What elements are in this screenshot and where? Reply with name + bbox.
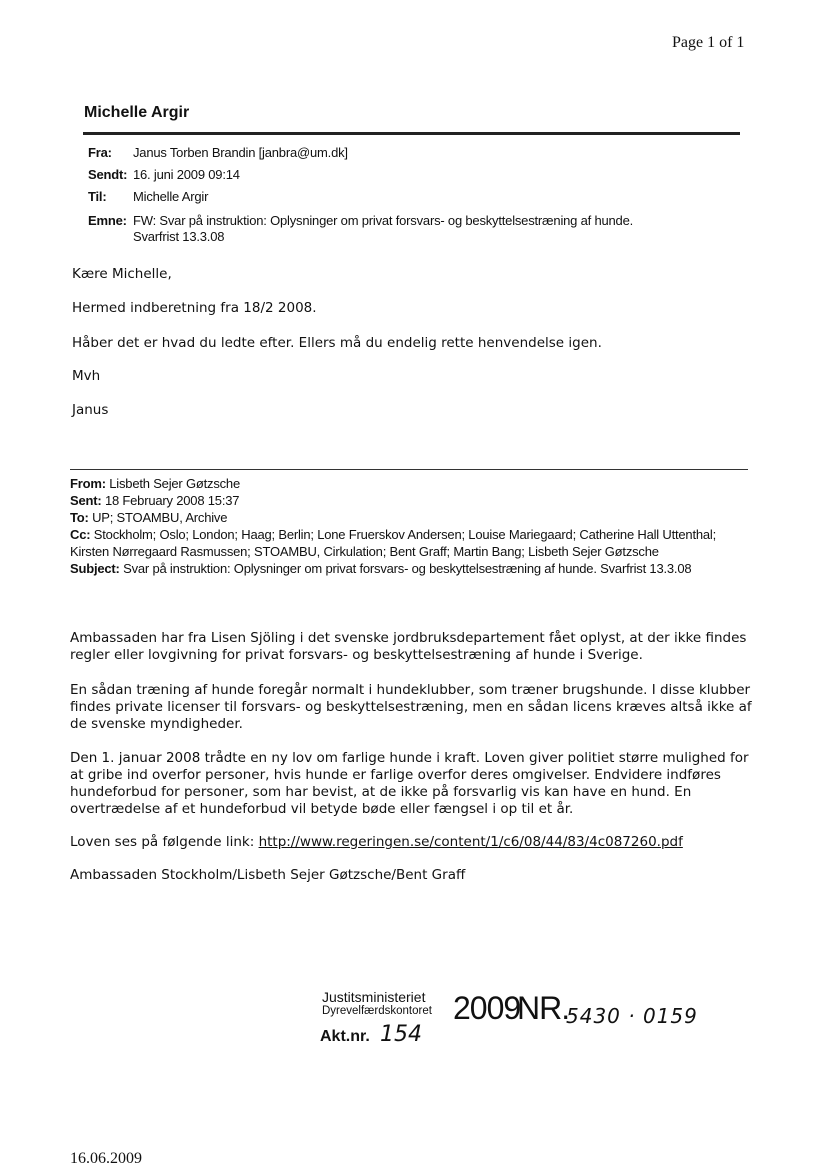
header-divider — [83, 132, 740, 135]
from-label: Fra: — [88, 145, 112, 160]
fwd-sent-value: 18 February 2008 15:37 — [104, 493, 240, 508]
fwd-to-label: To: — [70, 510, 89, 525]
from-value: Janus Torben Brandin [janbra@um.dk] — [133, 145, 348, 160]
signoff: Ambassaden Stockholm/Lisbeth Sejer Gøtzsche/Bent Graff — [70, 867, 466, 883]
stamp-office: Dyrevelfærdskontoret — [322, 1005, 432, 1017]
reply-line-1: Hermed indberetning fra 18/2 2008. — [72, 300, 317, 316]
subject-line-2: Svarfrist 13.3.08 — [133, 229, 225, 244]
reply-line-2: Håber det er hvad du ledte efter. Ellers må du endelig rette henvendelse igen. — [72, 335, 602, 351]
sender-name: Michelle Argir — [84, 104, 190, 121]
to-value: Michelle Argir — [133, 189, 209, 204]
signature: Janus — [72, 402, 109, 418]
fwd-cc-value: Stockholm; Oslo; London; Haag; Berlin; Lone Fruerskov Andersen; Louise Mariegaard; Catherine Hall Uttenthal; Kirsten Nørregaard Rasmussen; STOAMBU, Cirkulation; Bent Graff; Martin Bang; Lisbeth Sejer Gøtzsche — [70, 527, 717, 559]
stamp-ministry: Justitsministeriet — [322, 989, 426, 1005]
footer-date: 16.06.2009 — [70, 1150, 142, 1167]
stamp-department — [322, 990, 432, 1018]
page-number: Page 1 of 1 — [672, 34, 745, 51]
subject-label: Emne: — [88, 213, 127, 228]
greeting: Kære Michelle, — [72, 266, 172, 282]
sent-label: Sendt: — [88, 167, 128, 182]
fwd-cc-label: Cc: — [70, 527, 91, 542]
stamp-nr-label: NR. — [517, 990, 570, 1026]
stamp-case-number: 5430 · 0159 — [566, 1004, 698, 1028]
sent-value: 16. juni 2009 09:14 — [133, 167, 240, 182]
link-prefix: Loven ses på følgende link: — [70, 834, 259, 850]
fwd-to-value: UP; STOAMBU, Archive — [92, 510, 228, 525]
link-line — [70, 834, 760, 851]
akt-number: 154 — [380, 1022, 422, 1047]
forward-divider — [70, 469, 748, 470]
fwd-subject-label: Subject: — [70, 561, 120, 576]
fwd-from-value: Lisbeth Sejer Gøtzsche — [109, 476, 240, 491]
stamp-year: 2009 — [453, 990, 521, 1026]
fwd-subject-value: Svar på instruktion: Oplysninger om privat forsvars- og beskyttelsestræning af hunde. Svarfrist 13.3.08 — [123, 561, 692, 576]
fwd-from-label: From: — [70, 476, 106, 491]
to-label: Til: — [88, 189, 107, 204]
closing: Mvh — [72, 368, 101, 384]
law-link[interactable]: http://www.regeringen.se/content/1/c6/08/44/83/4c087260.pdf — [258, 834, 683, 850]
akt-label: Akt.nr. — [320, 1028, 370, 1045]
subject-line-1: FW: Svar på instruktion: Oplysninger om privat forsvars- og beskyttelsestræning af hunde. — [133, 213, 634, 228]
forwarded-header — [70, 475, 730, 577]
paragraph-3: Den 1. januar 2008 trådte en ny lov om farlige hunde i kraft. Loven giver politiet større mulighed for at gribe ind overfor personer, hvis hunde er farlige overfor deres omgivelser. Endvidere indføres hundeforbud for personer, som har bevist, at de ikke på forsvarlig vis kan have en hund. En overtrædelse af et hundeforbud vil betyde bøde eller fængsel i op til et år. — [70, 750, 749, 817]
paragraph-2: En sådan træning af hunde foregår normalt i hundeklubber, som træner brugshunde. I disse klubber findes private licenser til forsvars- og beskyttelsestræning, men en sådan licens kræves altså ikke af de svenske myndigheder. — [70, 682, 752, 732]
fwd-sent-label: Sent: — [70, 493, 102, 508]
paragraph-1: Ambassaden har fra Lisen Sjöling i det svenske jordbruksdepartement fået oplyst, at der ikke findes regler eller lovgivning for privat forsvars- og beskyttelsestræning af hunde i Sverige. — [70, 630, 747, 663]
